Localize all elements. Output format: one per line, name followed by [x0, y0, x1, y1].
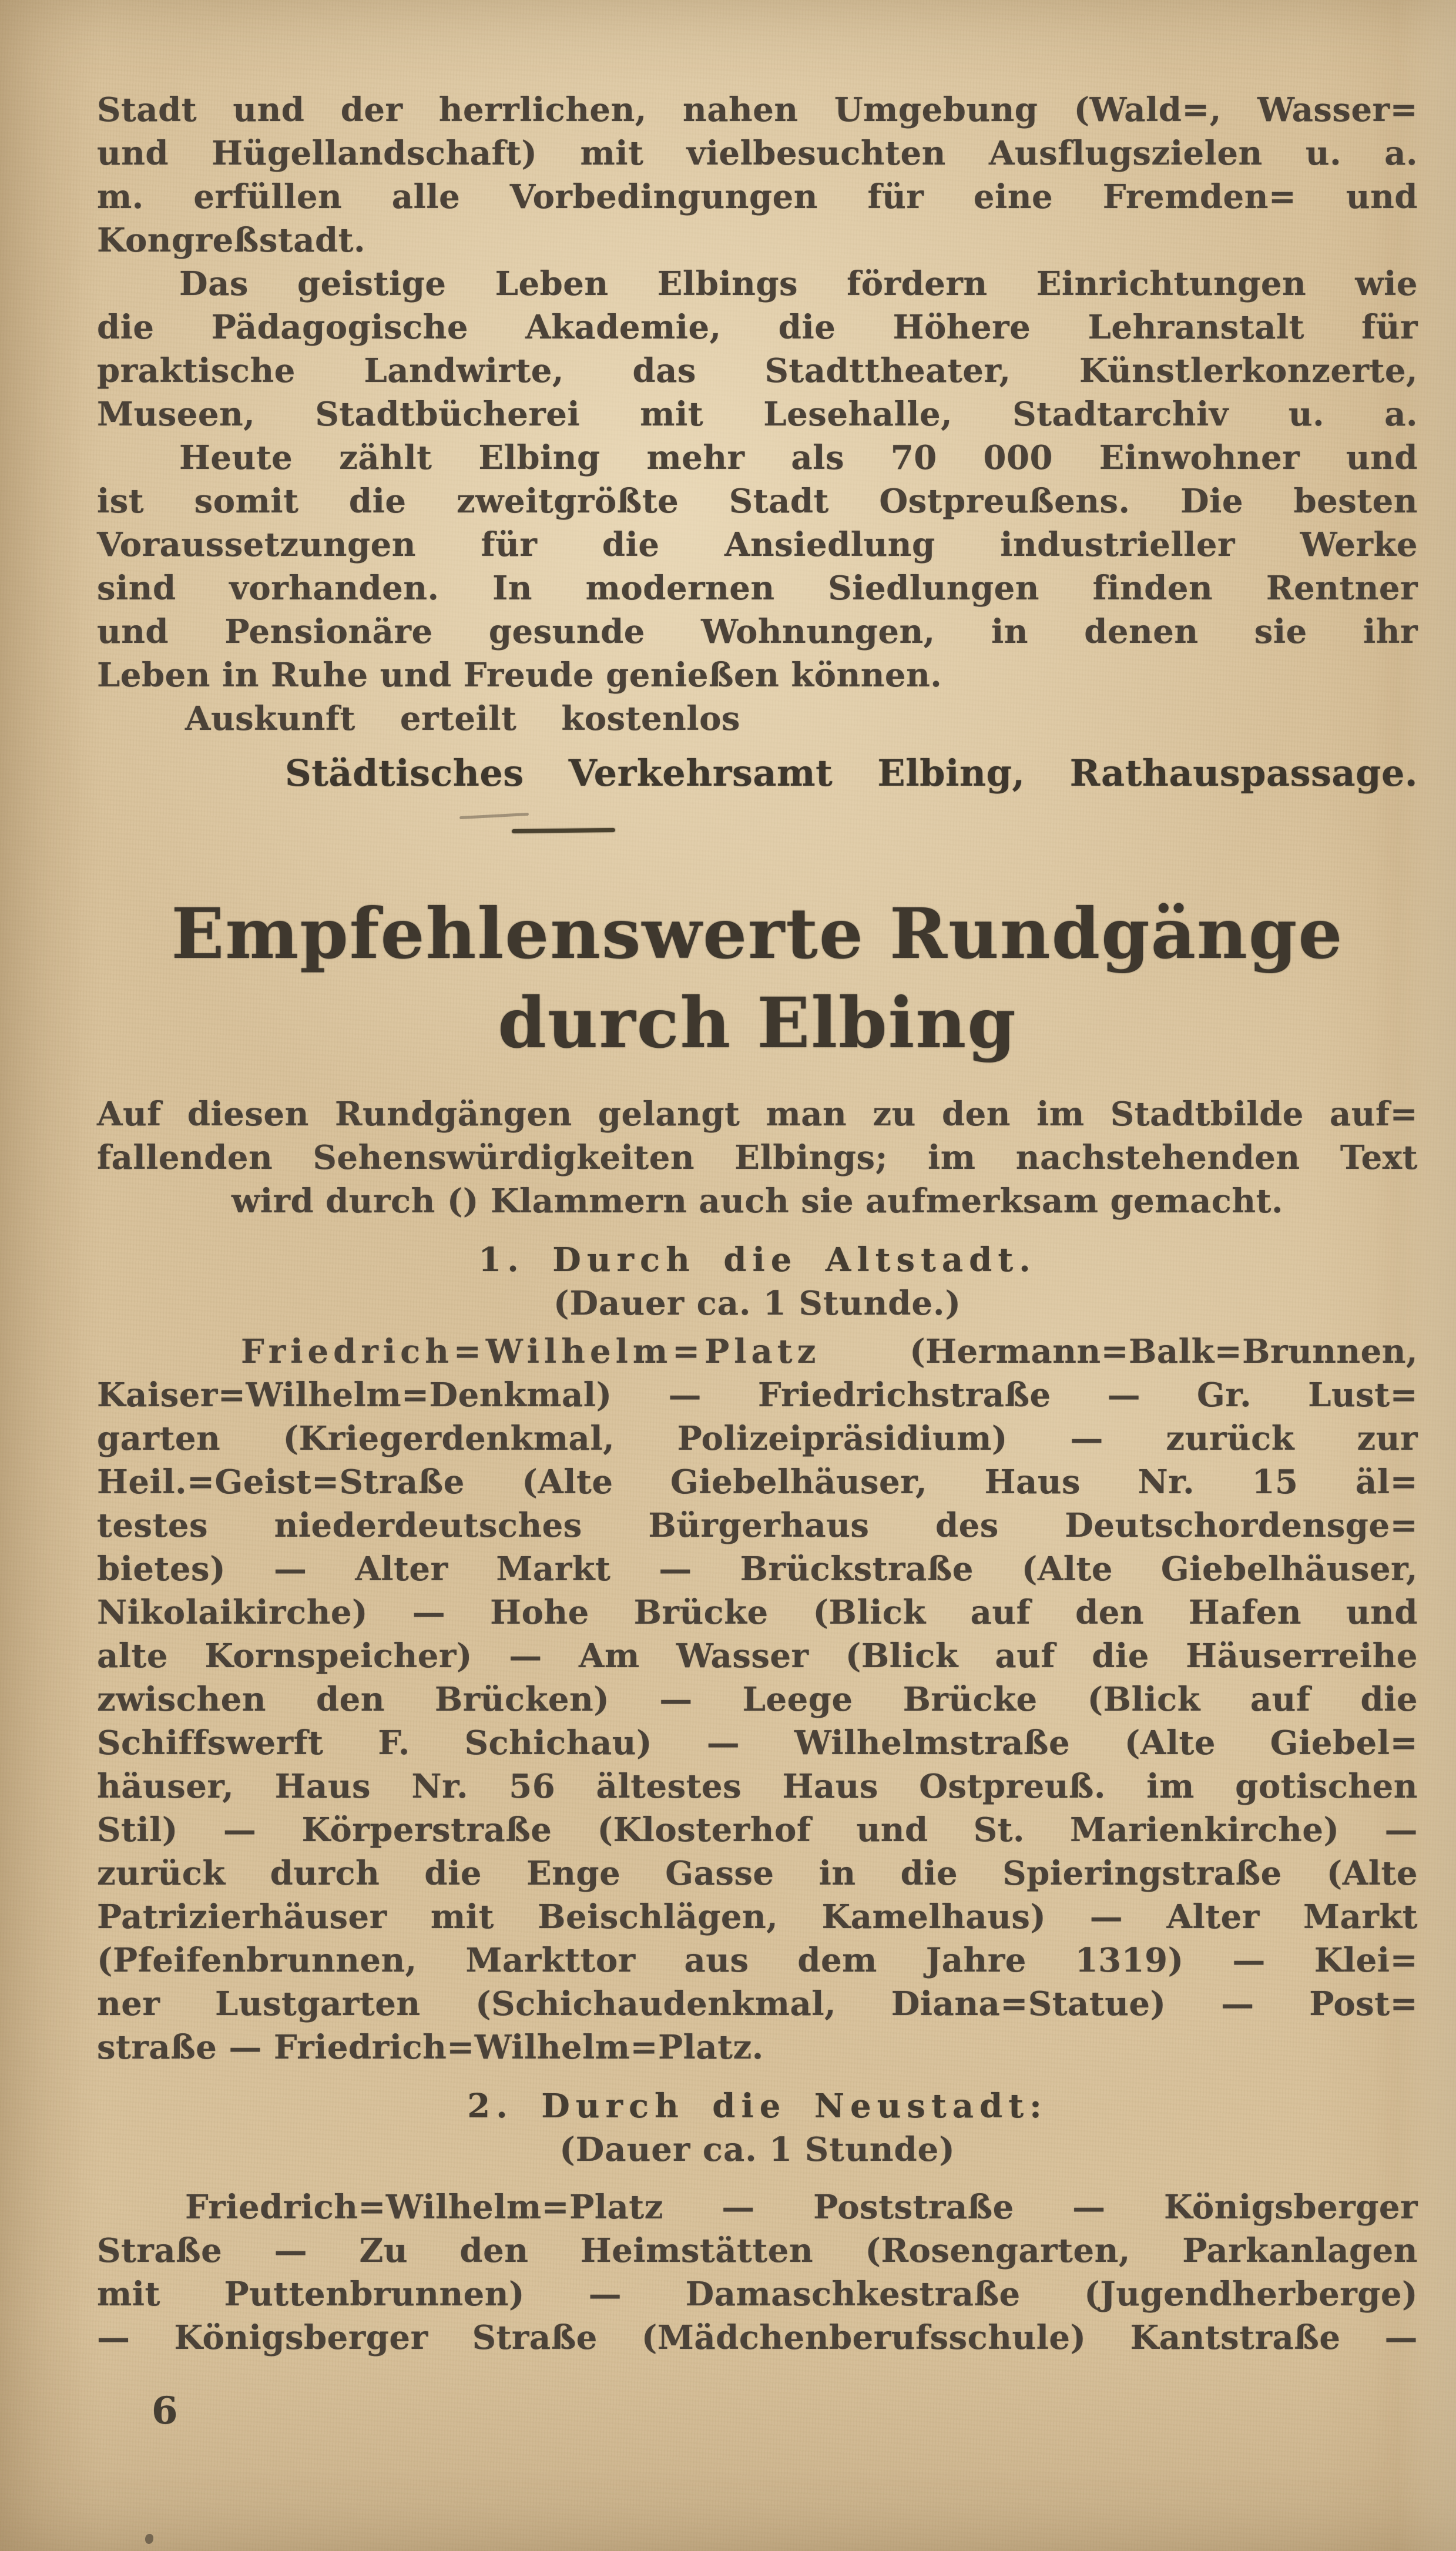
paragraph-city-advantages [97, 88, 1418, 262]
tour2-heading-block [97, 2084, 1418, 2171]
text-line: Voraussetzungen für die Ansiedlung industrieller Werke [97, 525, 1418, 564]
text-line: und Pensionäre gesunde Wohnungen, in denen sie ihr [97, 612, 1418, 651]
line-verkehrsamt: Städtisches Verkehrsamt Elbing, Rathauspassage. [285, 752, 1418, 795]
text-line: ist somit die zweitgrößte Stadt Ostpreußens. Die besten [97, 482, 1418, 521]
text-line: Straße — Zu den Heimstätten (Rosengarten, Parkanlagen [97, 2231, 1418, 2270]
paragraph-lines [97, 262, 1418, 436]
tour2-duration: (Dauer ca. 1 Stunde) [559, 2130, 955, 2169]
paragraph-lines [97, 88, 1418, 262]
text-line: Leben in Ruhe und Freude genießen können. [97, 656, 942, 695]
tour2-heading: 2. Durch die Neustadt: [467, 2087, 1048, 2126]
text-line: mit Puttenbrunnen) — Damaschkestraße (Jugendherberge) [97, 2275, 1418, 2314]
main-heading-line-1: Empfehlenswerte Rundgänge [171, 893, 1344, 974]
text-line: ner Lustgarten (Schichaudenkmal, Diana=Statue) — Post= [97, 1985, 1418, 2023]
text-line: — Königsberger Straße (Mädchenberufsschule) Kantstraße — [97, 2318, 1418, 2357]
text-line: Stil) — Körperstraße (Klosterhof und St. Marienkirche) — [97, 1811, 1418, 1849]
tour1-route [97, 1330, 1418, 2069]
text-line: Schiffswerft F. Schichau) — Wilhelmstraße (Alte Giebel= [97, 1724, 1418, 1762]
text-line: und Hügellandschaft) mit vielbesuchten Ausflugszielen u. a. [97, 134, 1418, 173]
tour1-route-start-place: Friedrich=Wilhelm=Platz [241, 1332, 821, 1371]
text-line: Museen, Stadtbücherei mit Lesehalle, Stadtarchiv u. a. [97, 395, 1418, 434]
paragraph-lines [97, 436, 1418, 697]
text-line: m. erfüllen alle Vorbedingungen für eine Fremden= und [97, 177, 1418, 216]
text-line: wird durch () Klammern auch sie aufmerksam gemacht. [232, 1182, 1283, 1221]
text-line: fallenden Sehenswürdigkeiten Elbings; im nachstehenden Text [97, 1138, 1418, 1177]
text-line: bietes) — Alter Markt — Brückstraße (Alte Giebelhäuser, [97, 1550, 1418, 1588]
text-line: straße — Friedrich=Wilhelm=Platz. [97, 2028, 764, 2067]
main-heading [97, 889, 1418, 1068]
text-line: häuser, Haus Nr. 56 ältestes Haus Ostpreuß. im gotischen [97, 1767, 1418, 1806]
tour1-duration: (Dauer ca. 1 Stunde.) [553, 1284, 962, 1323]
page-number: 6 [152, 2389, 178, 2433]
text-line: zurück durch die Enge Gasse in die Spieringstraße (Alte [97, 1854, 1418, 1893]
text-line: Das geistige Leben Elbings fördern Einrichtungen wie [179, 264, 1418, 303]
paragraph-tours-intro [97, 1092, 1418, 1223]
text-line: sind vorhanden. In modernen Siedlungen finden Rentner [97, 569, 1418, 608]
tour1-heading: 1. Durch die Altstadt. [478, 1241, 1036, 1279]
text-line: Patrizierhäuser mit Beischlägen, Kamelhaus) — Alter Markt [97, 1898, 1418, 1936]
text-column [97, 88, 1418, 2359]
text-line: Nikolaikirche) — Hohe Brücke (Blick auf den Hafen und [97, 1593, 1418, 1632]
text-line: Friedrich=Wilhelm=Platz — Poststraße — Königsberger [185, 2188, 1418, 2227]
tour2-route [97, 2185, 1418, 2359]
paragraph-lines [97, 1373, 1418, 2069]
text-line: Kaiser=Wilhelm=Denkmal) — Friedrichstraße — Gr. Lust= [97, 1376, 1418, 1414]
text-line: testes niederdeutsches Bürgerhaus des Deutschordensge= [97, 1506, 1418, 1545]
text-line: Kongreßstadt. [97, 221, 366, 260]
ink-speck [145, 2534, 153, 2544]
text-line: Heil.=Geist=Straße (Alte Giebelhäuser, Haus Nr. 15 äl= [97, 1463, 1418, 1501]
paragraph-cultural-life [97, 262, 1418, 436]
text-line: zwischen den Brücken) — Leege Brücke (Blick auf die [97, 1680, 1418, 1719]
section-divider [512, 828, 615, 833]
tour1-route-first-line-rest: (Hermann=Balk=Brunnen, [910, 1332, 1418, 1371]
text-line: (Pfeifenbrunnen, Markttor aus dem Jahre 1319) — Klei= [97, 1941, 1418, 1980]
tour1-route-first-line [97, 1330, 1418, 1373]
text-line: garten (Kriegerdenkmal, Polizeipräsidium) — zurück zur [97, 1419, 1418, 1458]
text-line: Stadt und der herrlichen, nahen Umgebung (Wald=, Wasser= [97, 90, 1418, 129]
text-line: praktische Landwirte, das Stadttheater, Künstlerkonzerte, [97, 351, 1418, 390]
main-heading-line-2: durch Elbing [498, 982, 1017, 1064]
text-line: die Pädagogische Akademie, die Höhere Lehranstalt für [97, 308, 1418, 347]
line-auskunft: Auskunft erteilt kostenlos [185, 699, 740, 738]
text-line: alte Kornspeicher) — Am Wasser (Blick auf die Häuserreihe [97, 1637, 1418, 1675]
paragraph-lines [97, 1092, 1418, 1223]
paragraph-population [97, 436, 1418, 697]
paragraph-lines [97, 2185, 1418, 2359]
text-line: Heute zählt Elbing mehr als 70 000 Einwohner und [179, 438, 1418, 477]
text-line: Auf diesen Rundgängen gelangt man zu den im Stadtbilde auf= [97, 1095, 1418, 1134]
